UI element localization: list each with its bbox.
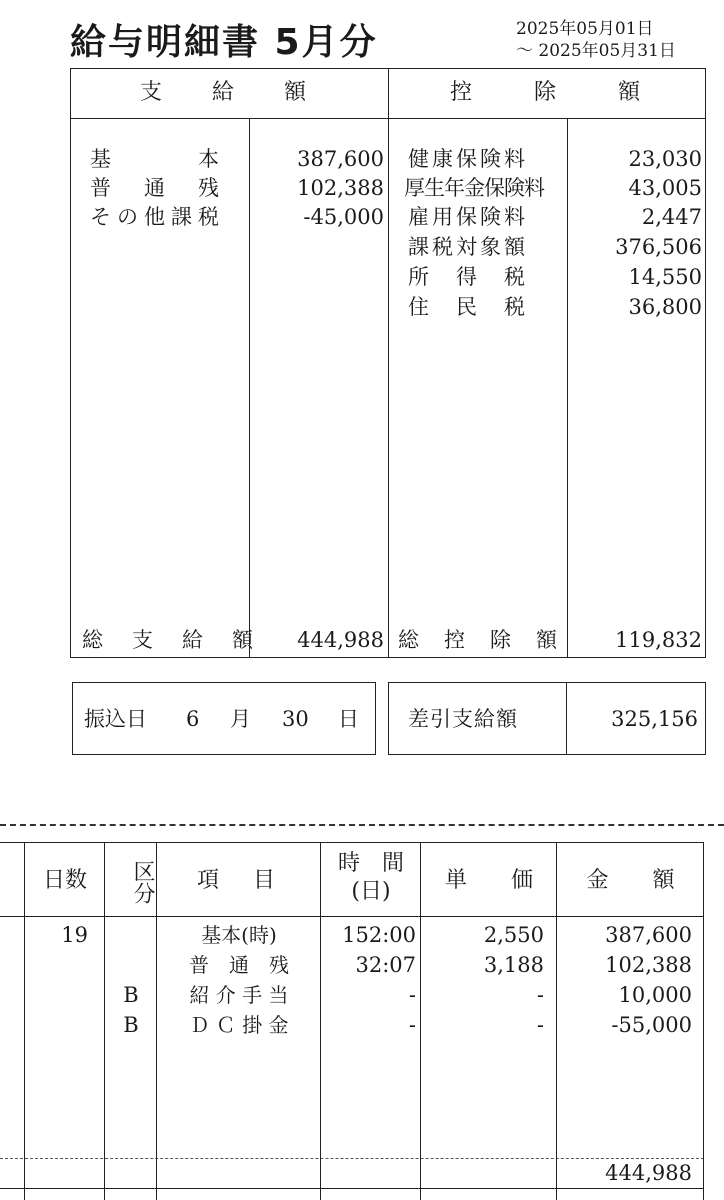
detail-col-line: [24, 842, 25, 1200]
transfer-day: 30: [282, 707, 309, 731]
deduction-item-label: 厚生年金保険料: [404, 176, 544, 200]
net-pay-divider: [566, 682, 567, 755]
detail-header-category: [106, 852, 156, 912]
detail-header-days: 日数: [42, 868, 87, 893]
detail-row-hours: 152:00: [342, 923, 416, 947]
payments-header: 支 給 額: [139, 80, 320, 105]
detail-row-category: B: [123, 1013, 139, 1037]
transfer-date-label: 振込日: [84, 707, 147, 731]
deduction-item-amount: 36,800: [628, 295, 702, 319]
transfer-month: 6: [186, 707, 200, 731]
deduction-item-amount: 43,005: [628, 176, 702, 200]
payment-item-label: 基 本: [90, 147, 225, 171]
detail-row-item: 紹 介 手 当: [189, 983, 289, 1007]
detail-header-hours-sub: (日): [351, 879, 391, 904]
deduction-item-label: 所 得 税: [408, 265, 528, 289]
period-to: ～ 2025年05月31日: [516, 41, 676, 61]
detail-row-item: 基本(時): [201, 923, 277, 947]
detail-top-border: [0, 842, 704, 843]
detail-row-category: B: [123, 983, 139, 1007]
summary-center-divider: [388, 68, 389, 658]
deduction-item-label: 雇用保険料: [408, 205, 528, 229]
deduction-item-label: 健康保険料: [408, 147, 528, 171]
detail-total-amount: 444,988: [605, 1161, 692, 1185]
detail-row-item: 普 通 残: [189, 953, 289, 977]
detail-row-unit-price: 2,550: [483, 923, 544, 947]
deduction-item-amount: 14,550: [628, 265, 702, 289]
detail-row-item: Ｄ Ｃ 掛 金: [189, 1013, 289, 1037]
detail-col-line: [320, 842, 321, 1200]
deduction-item-label: 課税対象額: [408, 235, 528, 259]
payment-item-label: 普 通 残: [90, 176, 225, 200]
deductions-header: 控 除 額: [449, 80, 646, 105]
detail-row-days: 19: [61, 923, 88, 947]
transfer-day-unit: 日: [338, 707, 359, 731]
net-pay-label: 差引支給額: [408, 707, 518, 731]
detail-row-hours: -: [408, 1013, 416, 1037]
detail-header-item: 項 目: [196, 868, 281, 893]
detail-header-category-text: 区分: [130, 860, 155, 904]
period-from: 2025年05月01日: [516, 19, 654, 39]
payment-item-amount: 387,600: [297, 147, 384, 171]
detail-col-line: [156, 842, 157, 1200]
detail-total-bottom: [0, 1188, 704, 1189]
detail-row-amount: -55,000: [611, 1013, 692, 1037]
detail-row-unit-price: 3,188: [483, 953, 544, 977]
net-pay-amount: 325,156: [611, 707, 698, 731]
payment-item-label: その他課税: [90, 205, 225, 229]
total-payments-label: 総 支 給 額: [82, 628, 257, 652]
detail-row-amount: 387,600: [605, 923, 692, 947]
payments-amount-divider: [249, 118, 250, 658]
deduction-item-label: 住 民 税: [408, 295, 528, 319]
transfer-month-unit: 月: [230, 707, 251, 731]
detail-col-line: [104, 842, 105, 1200]
deduction-item-amount: 376,506: [615, 235, 702, 259]
detail-row-amount: 10,000: [618, 983, 692, 1007]
detail-col-line: [556, 842, 557, 1200]
detail-row-unit-price: -: [536, 983, 544, 1007]
deduction-item-amount: 2,447: [641, 205, 702, 229]
detail-header-hours-text: 時 間: [337, 851, 404, 876]
detail-row-unit-price: -: [536, 1013, 544, 1037]
deduction-item-amount: 23,030: [628, 147, 702, 171]
total-deductions-label: 総 控 除 額: [398, 628, 559, 652]
detail-col-line: [420, 842, 421, 1200]
detail-row-amount: 102,388: [605, 953, 692, 977]
pay-period: [516, 18, 676, 62]
detail-header-hours: [322, 850, 420, 906]
detail-header-amount: 金 額: [586, 868, 675, 893]
detail-row-hours: 32:07: [355, 953, 416, 977]
payment-item-amount: -45,000: [303, 205, 384, 229]
detail-header-unit-price: 単 価: [444, 868, 533, 893]
detail-header-divider: [0, 916, 704, 917]
total-payments-amount: 444,988: [297, 628, 384, 652]
cut-line: [0, 824, 724, 826]
total-deductions-amount: 119,832: [615, 628, 702, 652]
deductions-amount-divider: [567, 118, 568, 658]
payment-item-amount: 102,388: [297, 176, 384, 200]
detail-row-hours: -: [408, 983, 416, 1007]
detail-col-line: [703, 842, 704, 1200]
page-title: 給与明細書 5月分: [70, 22, 378, 63]
